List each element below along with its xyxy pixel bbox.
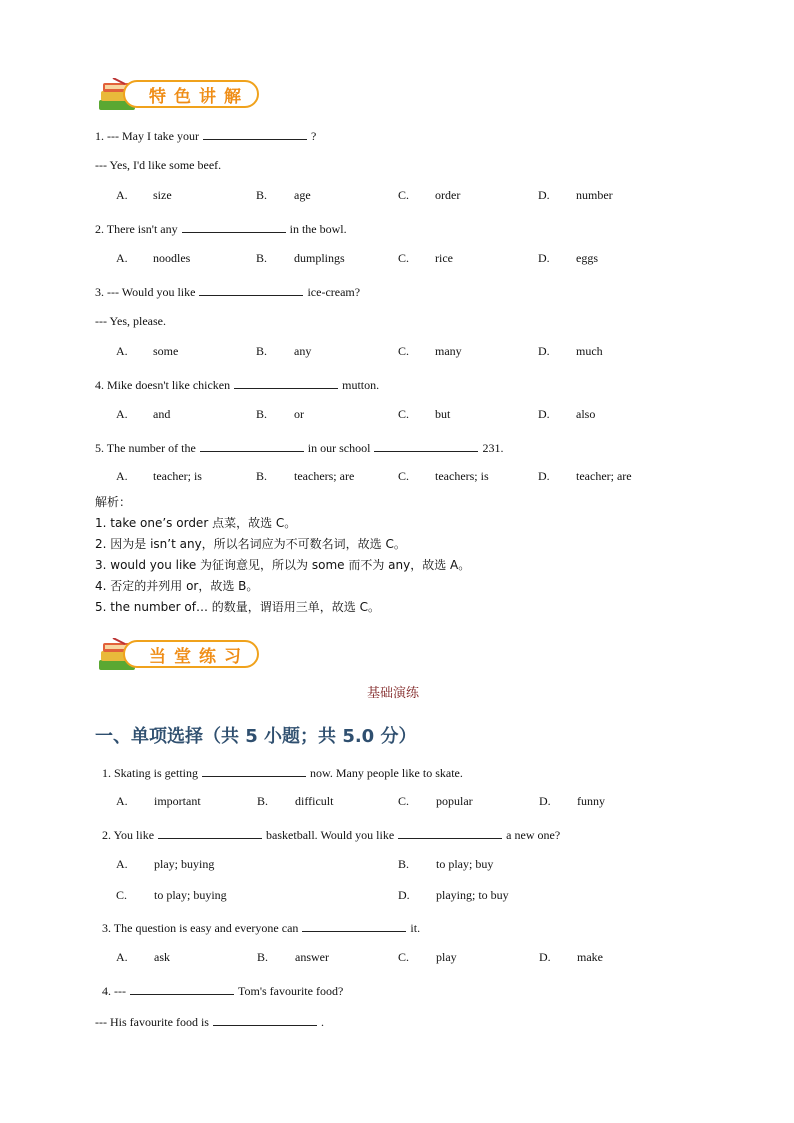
q2-options: A. noodles B. dumplings C. rice D. eggs bbox=[116, 251, 598, 265]
answer-blank bbox=[398, 826, 502, 839]
banner-label: 当堂练习 bbox=[149, 647, 249, 667]
p4-line: 4. --- Tom's favourite food? bbox=[102, 984, 344, 998]
q1-line: 1. --- May I take your ? bbox=[95, 129, 317, 143]
q4-options: A. and B. or C. but D. also bbox=[116, 407, 596, 421]
q3-options: A. some B. any C. many D. much bbox=[116, 344, 603, 358]
answer-blank bbox=[234, 376, 338, 389]
answer-blank bbox=[203, 127, 307, 140]
p1-options: A. important B. difficult C. popular D. funny bbox=[116, 794, 605, 808]
p3-line: 3. The question is easy and everyone can it. bbox=[102, 921, 421, 935]
q5-options: A. teacher; is B. teachers; are C. teachers; is D. teacher; are bbox=[116, 469, 632, 483]
analysis-line: 5. the number of… 的数量，谓语用三单，故选 C。 bbox=[95, 600, 380, 614]
banner-label: 特色讲解 bbox=[149, 87, 249, 107]
q2-line: 2. There isn't any in the bowl. bbox=[95, 222, 347, 236]
q5-line: 5. The number of the in our school 231. bbox=[95, 441, 504, 455]
q3-reply: --- Yes, please. bbox=[95, 314, 166, 328]
q3-line: 3. --- Would you like ice-cream? bbox=[95, 285, 361, 299]
p1-line: 1. Skating is getting now. Many people like to skate. bbox=[102, 766, 463, 780]
banner-explain bbox=[95, 78, 265, 118]
q1-options: A. size B. age C. order D. number bbox=[116, 188, 613, 202]
banner-practice bbox=[95, 638, 265, 678]
answer-blank bbox=[199, 283, 303, 296]
analysis-line: 2. 因为是 isn’t any，所以名词应为不可数名词，故选 C。 bbox=[95, 537, 406, 551]
q4-line: 4. Mike doesn't like chicken mutton. bbox=[95, 378, 380, 392]
section-heading: 一、单项选择（共 5 小题；共 5.0 分） bbox=[95, 726, 417, 747]
analysis-title: 解析： bbox=[95, 495, 132, 509]
answer-blank bbox=[302, 919, 406, 932]
p4-reply: --- His favourite food is . bbox=[95, 1015, 324, 1029]
analysis-line: 4. 否定的并列用 or，故选 B。 bbox=[95, 579, 259, 593]
analysis-line: 1. take one’s order 点菜，故选 C。 bbox=[95, 516, 297, 530]
answer-blank bbox=[213, 1013, 317, 1026]
p2-line: 2. You like basketball. Would you like a new one? bbox=[102, 828, 561, 842]
p2-options: A. play; buying B. to play; buy C. to play; buying D. playing; to buy bbox=[116, 857, 509, 902]
section-title: 基础演练 bbox=[367, 686, 420, 701]
answer-blank bbox=[202, 764, 306, 777]
p3-options: A. ask B. answer C. play D. make bbox=[116, 950, 603, 964]
answer-blank bbox=[158, 826, 262, 839]
answer-blank bbox=[182, 220, 286, 233]
analysis-line: 3. would you like 为征询意见，所以为 some 而不为 any，故选 A。 bbox=[95, 558, 471, 572]
answer-blank bbox=[374, 439, 478, 452]
q1-reply: --- Yes, I'd like some beef. bbox=[95, 158, 222, 172]
answer-blank bbox=[200, 439, 304, 452]
answer-blank bbox=[130, 982, 234, 995]
